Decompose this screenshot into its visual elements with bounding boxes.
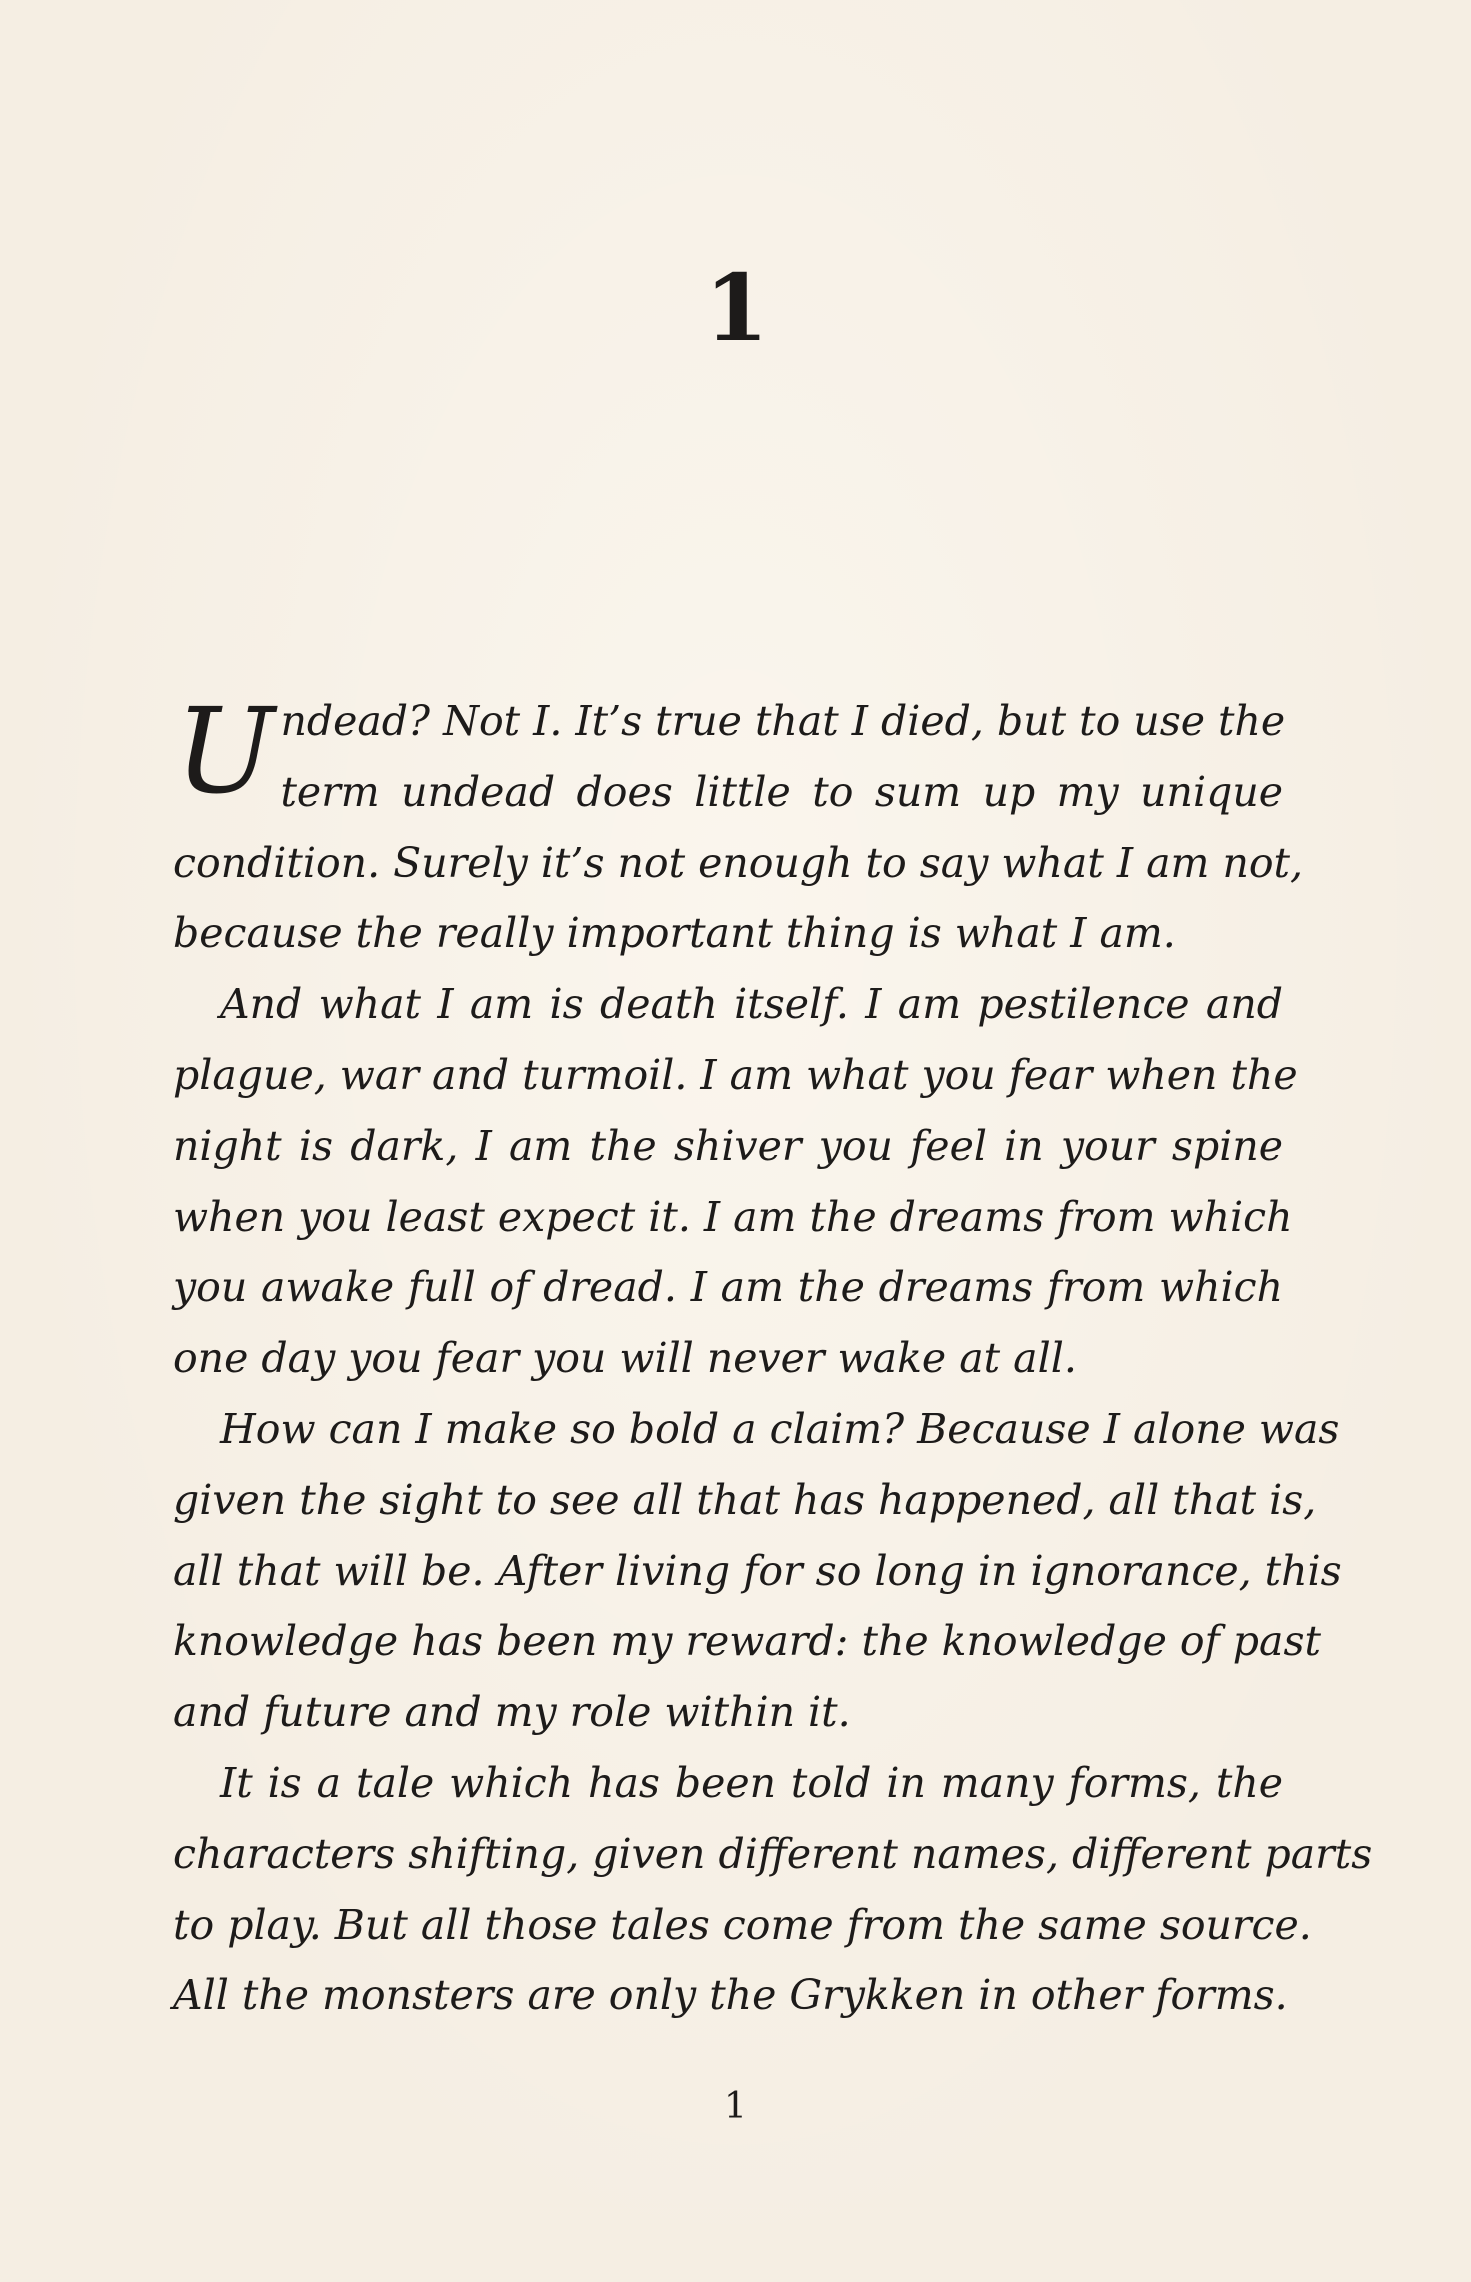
text-line: It is a tale which has been told in many forms, the	[220, 1758, 1283, 1807]
text-line: you awake full of dread. I am the dreams from which	[173, 1263, 1283, 1312]
text-line: to play. But all those tales come from the same source.	[173, 1900, 1312, 1949]
paragraph-3	[173, 1394, 1342, 1748]
text-line: night is dark, I am the shiver you feel in your spine	[173, 1121, 1283, 1170]
drop-cap: U	[175, 682, 275, 820]
text-line: condition. Surely it’s not enough to say what I am not,	[173, 838, 1304, 887]
text-line: And what I am is death itself. I am pestilence and	[220, 980, 1283, 1029]
text-line: characters shifting, given different names, different parts	[173, 1829, 1373, 1878]
chapter-text	[173, 682, 1373, 2031]
text-line: knowledge has been my reward: the knowledge of past	[173, 1617, 1321, 1666]
page-number: 1	[724, 2086, 747, 2127]
text-line: all that will be. After living for so long in ignorance, this	[173, 1546, 1342, 1595]
text-line: How can I make so bold a claim? Because I alone was	[220, 1404, 1340, 1453]
chapter-number: 1	[704, 254, 767, 362]
text-line: because the really important thing is what I am.	[173, 909, 1176, 958]
text-line: term undead does little to sum up my unique	[280, 767, 1283, 816]
text-line: plague, war and turmoil. I am what you fear when the	[173, 1050, 1298, 1099]
text-line: given the sight to see all that has happened, all that is,	[173, 1475, 1317, 1524]
paragraph-1	[173, 682, 1304, 969]
text-line: and future and my role within it.	[173, 1688, 851, 1737]
paragraph-4	[173, 1748, 1373, 2031]
text-line: one day you fear you will never wake at all.	[173, 1334, 1077, 1383]
text-line: All the monsters are only the Grykken in other forms.	[173, 1971, 1288, 2020]
paragraph-2	[173, 969, 1298, 1394]
text-line: Undead? Not I. It’s true that I died, but to use the	[175, 682, 1286, 820]
text-line: when you least expect it. I am the dreams from which	[173, 1192, 1293, 1241]
